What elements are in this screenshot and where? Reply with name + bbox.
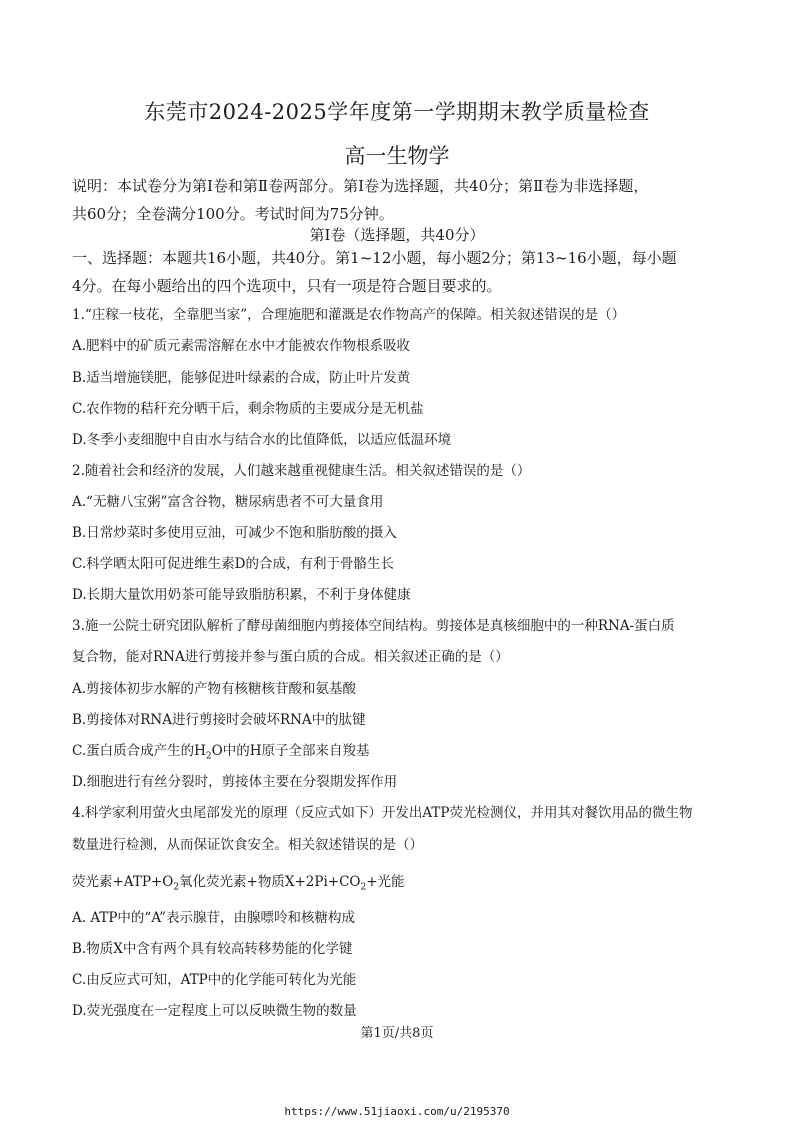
q3-option-c-post: O中的H原子全部来自羧基: [211, 743, 370, 759]
source-url[interactable]: https://www.51jiaoxi.com/u/2195370: [284, 1105, 510, 1118]
q4-option-a: A. ATP中的“A”表示腺苷，由腺嘌呤和核糖构成: [72, 910, 355, 926]
q4-option-d: D.荧光强度在一定程度上可以反映微生物的数量: [72, 1003, 357, 1019]
question-4-stem-line-2: 数量进行检测，从而保证饮食安全。相关叙述错误的是（）: [72, 837, 423, 853]
instr-line-1: 一、选择题：本题共16小题，共40分。第1~12小题，每小题2分；第13~16小题，每小题: [72, 249, 677, 267]
equation-sub-1: 2: [173, 882, 180, 893]
exam-title: 东莞市2024-2025学年度第一学期期末教学质量检查: [144, 100, 650, 124]
q1-option-d: D.冬季小麦细胞中自由水与结合水的比值降低，以适应低温环境: [72, 432, 452, 448]
question-3-stem-line-1: 3.施一公院士研究团队解析了酵母菌细胞内剪接体空间结构。剪接体是真核细胞中的一种RNA-蛋白质: [72, 618, 675, 634]
q4-option-b: B.物质X中含有两个具有较高转移势能的化学键: [72, 941, 353, 957]
equation-part-b: 氧化荧光素+物质X+2Pi+CO: [179, 874, 361, 890]
q3-option-b: B.剪接体对RNA进行剪接时会破坏RNA中的肽键: [72, 712, 366, 728]
q2-option-c: C.科学晒太阳可促进维生素D的合成，有利于骨骼生长: [72, 556, 394, 572]
q1-option-c: C.农作物的秸秆充分晒干后，剩余物质的主要成分是无机盐: [72, 401, 424, 417]
q2-option-a: A.“无糖八宝粥”富含谷物，糖尿病患者不可大量食用: [72, 494, 384, 510]
section-instructions: [72, 244, 722, 300]
q3-option-c-sub: 2: [205, 751, 212, 762]
q2-option-b: B.日常炒菜时多使用豆油，可减少不饱和脂肪酸的摄入: [72, 525, 397, 541]
instr-line-2: 4分。在每小题给出的四个选项中，只有一项是符合题目要求的。: [72, 277, 502, 295]
q4-option-c: C.由反应式可知，ATP中的化学能可转化为光能: [72, 972, 357, 988]
q3-option-d: D.细胞进行有丝分裂时，剪接体主要在分裂期发挥作用: [72, 774, 398, 790]
equation-part-c: +光能: [366, 874, 405, 890]
equation-part-a: 荧光素+ATP+O: [72, 874, 174, 890]
question-2-stem: 2.随着社会和经济的发展，人们越来越重视健康生活。相关叙述错误的是（）: [72, 463, 531, 479]
exam-subject: 高一生物学: [344, 144, 450, 168]
q3-option-a: A.剪接体初步水解的产物有核糖核苷酸和氨基酸: [72, 681, 357, 697]
q1-option-b: B.适当增施镁肥，能够促进叶绿素的合成，防止叶片发黄: [72, 370, 411, 386]
question-1-stem: 1.“庄稼一枝花，全靠肥当家”，合理施肥和灌溉是农作物高产的保障。相关叙述错误的是（）: [72, 307, 626, 323]
q3-option-c-pre: C.蛋白质合成产生的H: [72, 743, 206, 759]
intro-line-1: 说明：本试卷分为第Ⅰ卷和第Ⅱ卷两部分。第Ⅰ卷为选择题，共40分；第Ⅱ卷为非选择题，: [72, 177, 649, 195]
q1-option-a: A.肥料中的矿质元素需溶解在水中才能被农作物根系吸收: [72, 338, 411, 354]
question-4-stem-line-1: 4.科学家利用萤火虫尾部发光的原理（反应式如下）开发出ATP荧光检测仪，并用其对餐饮用品的微生物: [72, 805, 693, 821]
question-3-stem-line-2: 复合物，能对RNA进行剪接并参与蛋白质的合成。相关叙述正确的是（）: [72, 649, 509, 665]
q3-option-c: [72, 739, 370, 762]
intro-text: [72, 172, 722, 228]
page-number: 第1页/共8页: [360, 1026, 434, 1041]
equation-sub-2: 2: [360, 882, 367, 893]
reaction-equation: [72, 870, 405, 893]
q2-option-d: D.长期大量饮用奶茶可能导致脂肪积累，不利于身体健康: [72, 587, 411, 603]
intro-line-2: 共60分；全卷满分100分。考试时间为75分钟。: [72, 205, 394, 223]
section-heading: 第Ⅰ卷（选择题，共40分）: [309, 226, 485, 244]
